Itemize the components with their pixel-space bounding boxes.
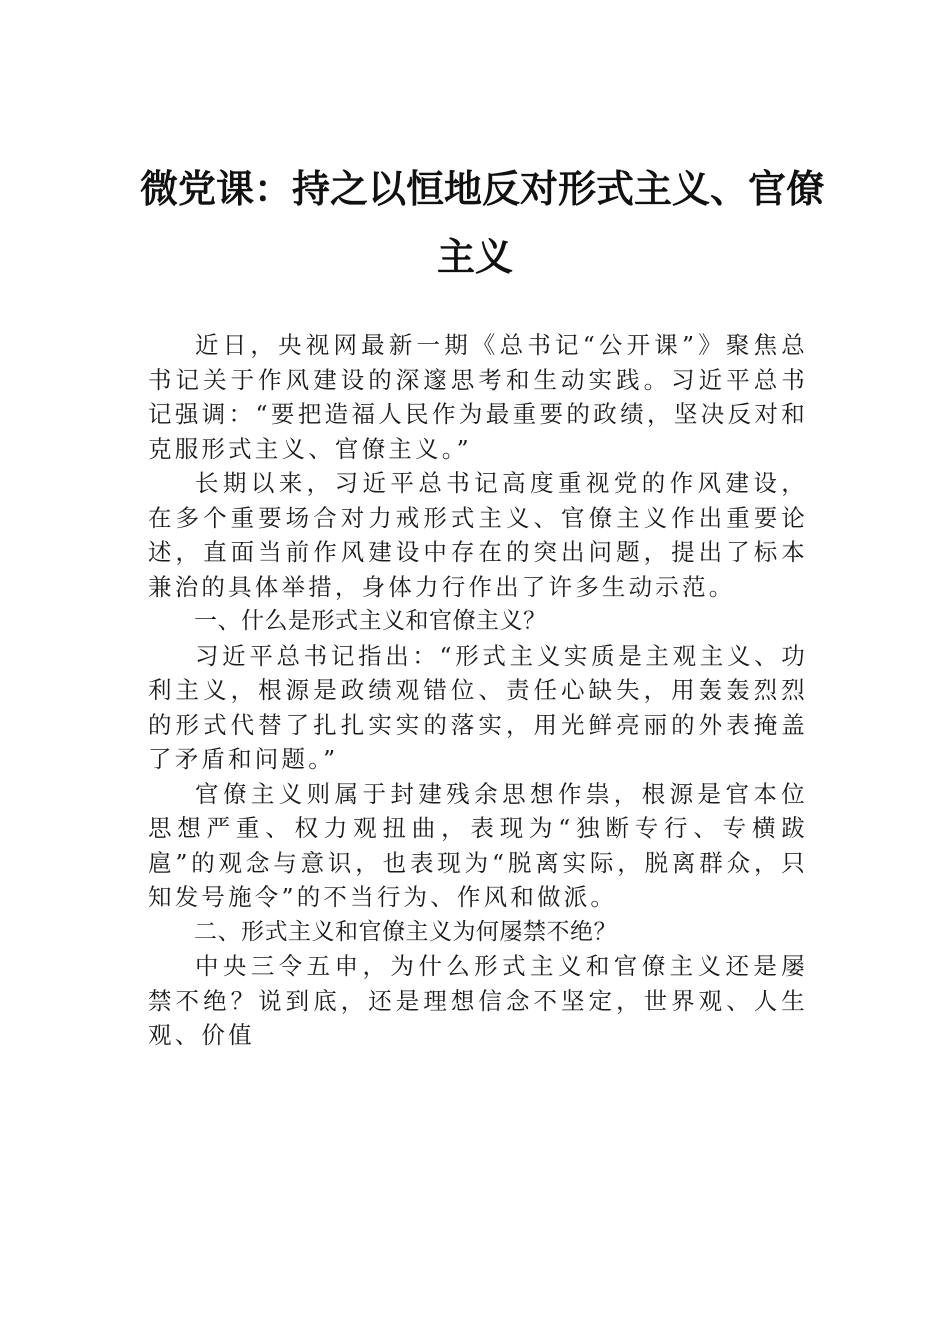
section1-paragraph-2: 官僚主义则属于封建残余思想作祟，根源是官本位思想严重、权力观扭曲，表现为“独断专行、专横跋扈”的观念与意识，也表现为“脱离实际，脱离群众，只知发号施令”的不当行为、作风和做派。 [148,779,808,911]
section-heading-2: 二、形式主义和官僚主义为何屡禁不绝？ [194,918,617,945]
section-heading-1: 一、什么是形式主义和官僚主义？ [194,608,547,634]
section1-paragraph-1: 习近平总书记指出：“形式主义实质是主观主义、功利主义，根源是政绩观错位、责任心缺失，用轰轰烈烈的形式代替了扎扎实实的落实，用光鲜亮丽的外表掩盖了矛盾和问题。” [148,641,808,773]
intro-paragraph-2: 长期以来，习近平总书记高度重视党的作风建设，在多个重要场合对力戒形式主义、官僚主义作出重要论述，直面当前作风建设中存在的突出问题，提出了标本兼治的具体举措，身体力行作出了许多生动示范。 [148,469,808,601]
document-body [148,328,808,1053]
document-title-line-2: 主义 [436,234,513,279]
intro-paragraph-1: 近日，央视网最新一期《总书记“公开课”》聚焦总书记关于作风建设的深邃思考和生动实践。习近平总书记强调：“要把造福人民作为最重要的政绩，坚决反对和克服形式主义、官僚主义。” [148,331,808,463]
section2-paragraph-1: 中央三令五申，为什么形式主义和官僚主义还是屡禁不绝？说到底，还是理想信念不坚定，世界观、人生观、价值 [148,952,808,1049]
document-title-line-1: 微党课：持之以恒地反对形式主义、官僚 [140,166,825,211]
